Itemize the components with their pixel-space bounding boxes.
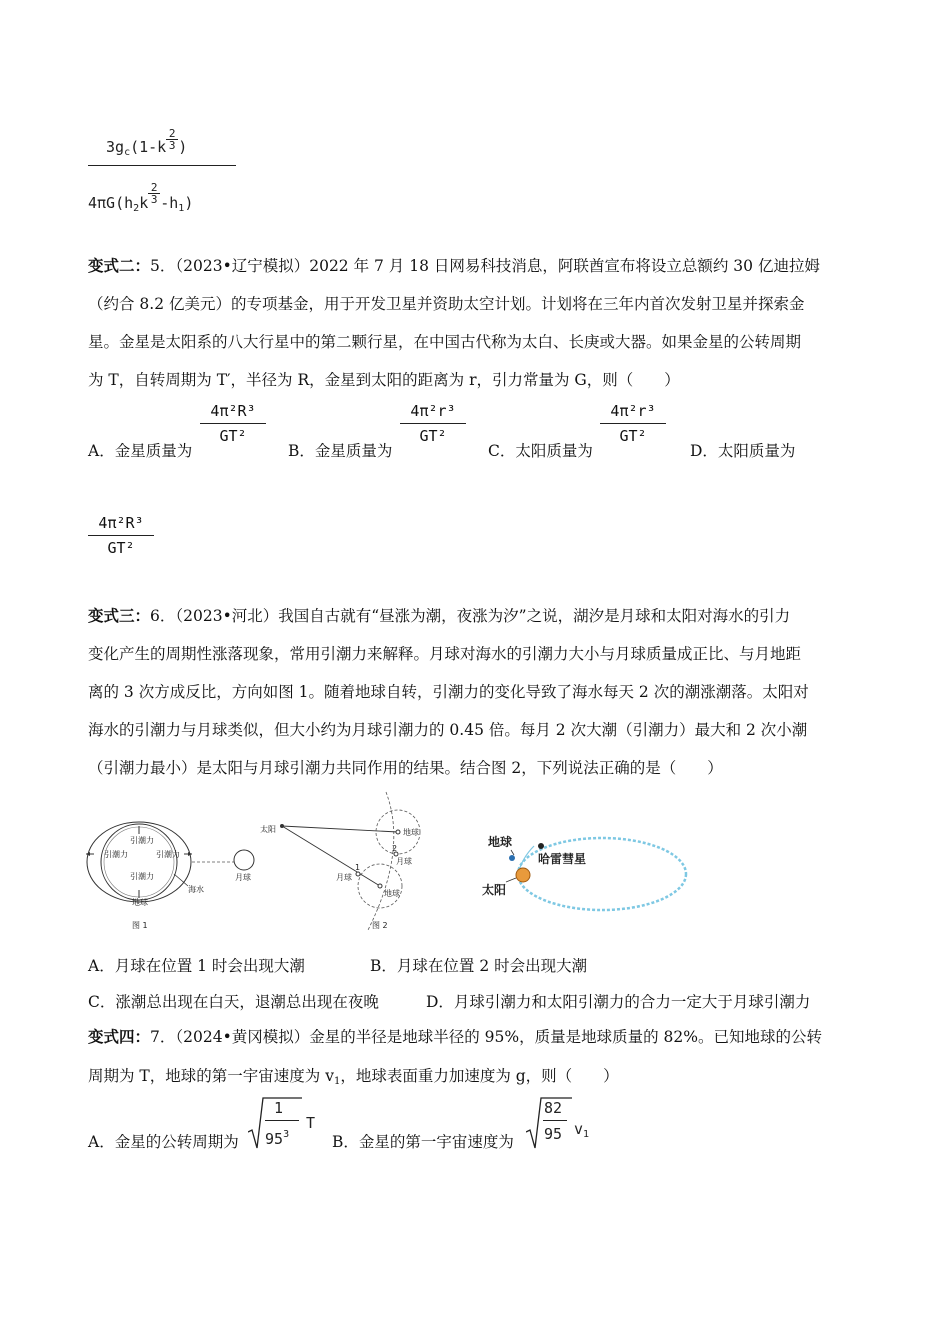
fig3-label: 太阳: [482, 883, 507, 897]
question-text: 为 T，自转周期为 T′，半径为 R，金星到太阳的距离为 r，引力常量为 G，则（ ）: [88, 371, 680, 389]
fig3-label: 地球: [488, 835, 513, 849]
figure-3-halley-comet-orbit: [478, 818, 693, 918]
fig2-label: 1: [355, 863, 361, 872]
question-text: （约合 8.2 亿美元）的专项基金，用于开发卫星并资助太空计划。计划将在三年内首次发射卫星并探索金: [88, 295, 805, 313]
option-b-formula: 82 95 $v_1$: [526, 1096, 596, 1152]
question-text: 7．（2024•黄冈模拟）金星的半径是地球半径的 95%，质量是地球质量的 82%。已知地球的公转: [150, 1028, 822, 1046]
fig2-label: 月球: [396, 857, 412, 866]
fig2-label: 太阳: [260, 825, 276, 834]
fig1-label: 地球: [132, 898, 148, 907]
question-text: 海水的引潮力与月球类似，但大小约为月球引潮力的 0.45 倍。每月 2 次大潮（引潮力）最大和 2 次小潮: [88, 721, 808, 739]
fig1-label: 引潮力: [104, 850, 128, 859]
option-a-formula: 4π²R³ GT²: [200, 402, 266, 445]
fig1-label: 引潮力: [130, 836, 154, 845]
fig2-label: 月球: [336, 873, 352, 882]
option-c-formula: 4π²r³ GT²: [600, 402, 666, 445]
exp-fraction: 2 3: [148, 182, 160, 205]
question-text: （引潮力最小）是太阳与月球引潮力共同作用的结果。结合图 2，下列说法正确的是（ ）: [88, 759, 723, 777]
question-text: 离的 3 次方成反比，方向如图 1。随着地球自转，引潮力的变化导致了海水每天 2 次的潮涨潮落。太阳对: [88, 683, 809, 701]
question-text: 5．（2023•辽宁模拟）2022 年 7 月 18 日网易科技消息，阿联酋宣布将设立总额约 30 亿迪拉姆: [150, 257, 820, 275]
question-text: 6．（2023•河北）我国自古就有“昼涨为潮，夜涨为汐”之说，湖汐是月球和太阳对海水的引力: [150, 607, 791, 625]
figure-1-tidal-force: [84, 812, 264, 932]
option-a[interactable]: A．金星的公转周期为: [88, 1133, 239, 1151]
fig1-label: 海水: [188, 885, 204, 894]
top-formula: [88, 118, 238, 218]
question-label: 变式三：: [88, 606, 151, 625]
fig1-caption: 图 1: [132, 921, 148, 930]
top-formula-denominator: $4\pi G(h_2k$ 2 3 $-h_1$): [88, 181, 194, 214]
question-text: ，地球表面重力加速度为 g，则（ ）: [340, 1067, 619, 1085]
fig2-label: 地球: [384, 889, 400, 898]
option-d-formula: 4π²R³ GT²: [88, 514, 154, 557]
option-b[interactable]: B．月球在位置 2 时会出现大潮: [370, 957, 588, 975]
fig2-caption: 图 2: [372, 921, 388, 930]
question-label: 变式二：: [88, 256, 151, 275]
fig3-label: 哈雷彗星: [538, 852, 587, 866]
fig2-label: 地球: [403, 828, 419, 837]
option-a-formula: 1 $95^3$ T: [248, 1096, 318, 1152]
option-d[interactable]: D．月球引潮力和太阳引潮力的合力一定大于月球引潮力: [426, 993, 811, 1011]
question-text: 星。金星是太阳系的八大行星中的第二颗行星，在中国古代称为太白、长庚或大器。如果金星的公转周期: [88, 333, 802, 351]
fig1-label: 引潮力: [156, 850, 180, 859]
question-text: 周期为 T，地球的第一宇宙速度为 v: [88, 1067, 334, 1085]
top-formula-numerator: $3g_c(1-k$ 2 3 ): [106, 127, 188, 158]
option-c[interactable]: C．涨潮总出现在白天，退潮总出现在夜晚: [88, 993, 379, 1011]
question-text: 变化产生的周期性涨落现象，常用引潮力来解释。月球对海水的引潮力大小与月球质量成正比、与月地距: [88, 645, 802, 663]
option-b[interactable]: B．金星质量为: [288, 442, 393, 460]
fig1-label: 月球: [235, 873, 251, 882]
question-label: 变式四：: [88, 1027, 151, 1046]
fig2-label: 2: [392, 844, 398, 853]
option-a[interactable]: A．月球在位置 1 时会出现大潮: [88, 957, 305, 975]
figure-2-sun-earth-moon: [258, 790, 438, 935]
option-a[interactable]: A．金星质量为: [88, 442, 193, 460]
option-b[interactable]: B．金星的第一宇宙速度为: [332, 1133, 514, 1151]
option-c[interactable]: C．太阳质量为: [488, 442, 593, 460]
option-d[interactable]: D．太阳质量为: [690, 442, 796, 460]
top-formula-bar: [88, 165, 236, 166]
exp-fraction: 2 3: [166, 128, 178, 151]
fig1-label: 引潮力: [130, 872, 154, 881]
option-b-formula: 4π²r³ GT²: [400, 402, 466, 445]
